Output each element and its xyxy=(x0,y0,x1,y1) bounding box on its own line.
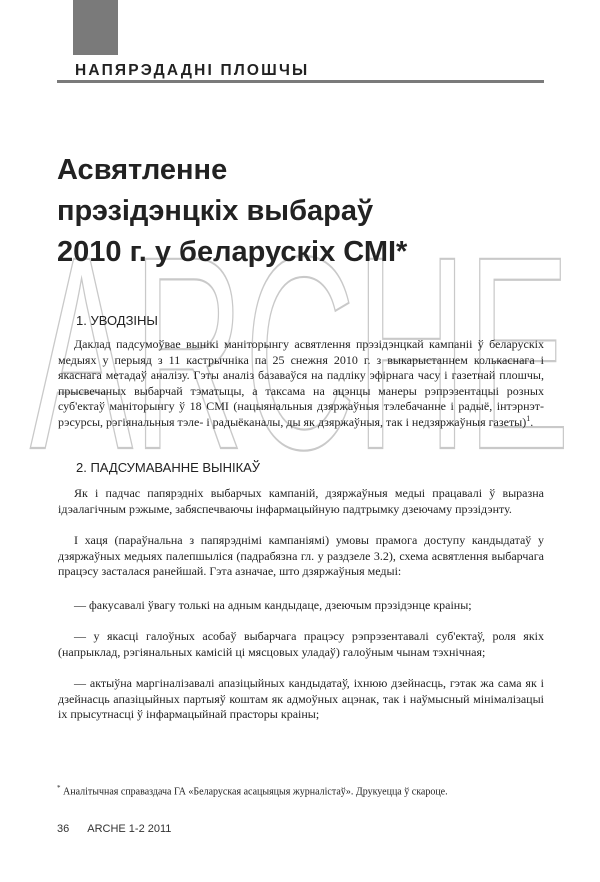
section-heading-introduction: 1. УВОДЗІНЫ xyxy=(76,313,158,328)
paragraph: І хаця (параўнальна з папярэднімі кампаніямі) умовы прамога доступу кандыдатаў у дзяржаўных медыях палепшыліся (падрабязна гл. у раздзеле 3.2), схема асвятлення выбарчага працэсу засталася ранейшай. Гэта азначае, што дзяржаўныя медыі: xyxy=(58,533,544,579)
section-heading-summary: 2. ПАДСУМАВАННЕ ВЫНІКАЎ xyxy=(76,460,261,475)
journal-issue: ARCHE 1-2 2011 xyxy=(87,823,172,835)
footnote-text: Аналітычная справаздача ГА «Беларуская асацыяцыя журналістаў». Друкуецца ў скароце. xyxy=(63,786,448,798)
list-item: — факусавалі ўвагу толькі на адным кандыдаце, дзеючым прэзідэнце краіны; xyxy=(74,598,472,612)
list-item: — актыўна маргіналізавалі апазіцыйных кандыдатаў, іхнюю дзейнасць, гэтак жа сама як і дзейнасць апазіцыйных партыяў коштам як адмоўных ацэнак, так і наўмысный мінімалізацыі іх прысутнасці ў інфармацыйнай прасторы краіны; xyxy=(58,676,544,722)
watermark-text: ARCHE xyxy=(30,220,570,480)
list-item: — у якасці галоўных асобаў выбарчага працэсу рэпрэзентавалі суб'ектаў, роля якіх (напрыклад, рэгіянальных камісій ці мясцовых уладаў) галоўным чынам тэхнічная; xyxy=(58,629,544,659)
page-number: 36 xyxy=(57,823,70,835)
article-title xyxy=(57,150,537,273)
corner-block xyxy=(73,0,118,55)
footnote-reference: 1 xyxy=(526,413,531,423)
section-header: НАПЯРЭДАДНІ ПЛОШЧЫ xyxy=(75,62,310,79)
paragraph: Як і падчас папярэдніх выбарчых кампаній, дзяржаўныя медыі працавалі ў выразна ідэалагічным рэжыме, забяспечваючы інфармацыйную падтрымку дзеючаму прэзідэнту. xyxy=(58,486,544,516)
footnote xyxy=(57,784,448,797)
title-line: Асвятленне xyxy=(57,154,228,186)
page-footer xyxy=(57,823,189,835)
title-line: прэзідэнцкіх выбараў xyxy=(57,195,374,227)
header-rule xyxy=(57,80,544,83)
footnote-mark: * xyxy=(57,784,61,792)
paragraph-text: Даклад падсумоўвае вынікі маніторынгу асвятлення прэзідэнцкай кампаніі ў беларускіх медыях у перыяд з 11 кастрычніка па 25 снежня 2010 г. з выкарыстаннем колькаснага і якаснага метадаў аналізу. Гэты аналіз базаваўся на падліку эфірнага часу і газетнай плошчы, прысвечаных выбарчай тэматыцы, а таксама на ацэнцы манеры рэпрэзентацыі розных суб'ектаў маніторынгу ў 18 СМІ (нацыянальныя дзяржаўныя тэлебачанне і радыё, інтэрнэт-рэсурсы, рэгіянальныя тэле- і радыёканалы, ды як дзяржаўныя, так і недзяржаўныя газеты) xyxy=(58,337,544,429)
paragraph: Даклад падсумоўвае вынікі маніторынгу асвятлення прэзідэнцкай кампаніі ў беларускіх медыях у перыяд з 11 кастрычніка па 25 снежня 2010 г. з выкарыстаннем колькаснага і якаснага метадаў аналізу. Гэты аналіз базаваўся на падліку эфірнага часу і газетнай плошчы, прысвечаных выбарчай тэматыцы, а таксама на ацэнцы манеры рэпрэзентацыі розных суб'ектаў маніторынгу ў 18 СМІ (нацыянальныя дзяржаўныя тэлебачанне і радыё, інтэрнэт-рэсурсы, рэгіянальныя тэле- і радыёканалы, ды як дзяржаўныя, так і недзяржаўныя газеты)$^1$. xyxy=(58,337,544,429)
title-line: 2010 г. у беларускіх СМІ* xyxy=(57,236,408,268)
